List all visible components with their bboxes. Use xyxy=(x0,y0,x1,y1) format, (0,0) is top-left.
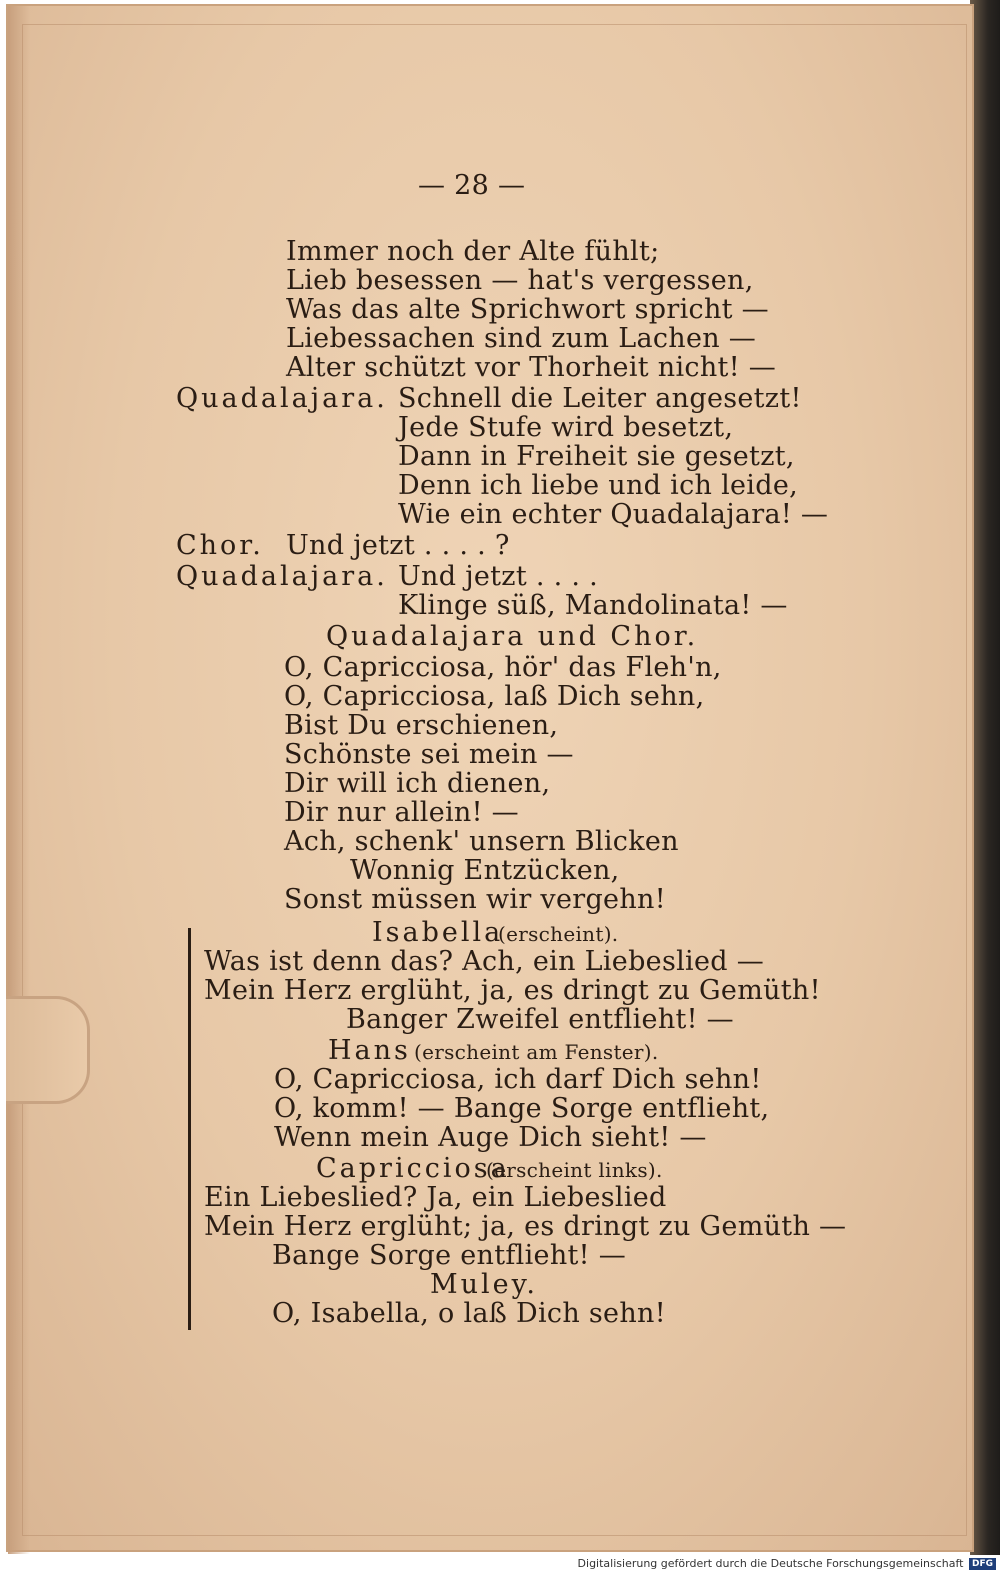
verse-line: Bist Du erschienen, xyxy=(284,710,559,741)
verse-line: O, Isabella, o laß Dich sehn! xyxy=(272,1298,666,1329)
speaker-name: Quadalajara und Chor. xyxy=(326,621,699,652)
verse-line: Schönste sei mein — xyxy=(284,739,574,770)
verse-line: O, Capricciosa, hör' das Fleh'n, xyxy=(284,652,722,683)
stage-direction: (erscheint). xyxy=(498,922,619,946)
verse-line: Ein Liebeslied? Ja, ein Liebeslied xyxy=(204,1182,667,1213)
verse-line: Bange Sorge entflieht! — xyxy=(272,1240,627,1271)
speaker-name: Chor. xyxy=(176,530,264,561)
verse-line: Wonnig Entzücken, xyxy=(350,855,620,886)
verse-line: Alter schützt vor Thorheit nicht! — xyxy=(286,352,777,383)
verse-line: O, Capricciosa, laß Dich sehn, xyxy=(284,681,705,712)
verse-line: Ach, schenk' unsern Blicken xyxy=(284,826,679,857)
verse-line: Und jetzt . . . . xyxy=(398,561,599,592)
verse-line: Dann in Freiheit sie gesetzt, xyxy=(398,441,795,472)
speaker-name: Isabella xyxy=(372,917,504,948)
verse-line: Was ist denn das? Ach, ein Liebeslied — xyxy=(204,946,765,977)
verse-line: Liebessachen sind zum Lachen — xyxy=(286,323,757,354)
verse-line: Banger Zweifel entflieht! — xyxy=(346,1004,734,1035)
book-edge xyxy=(970,0,1000,1555)
verse-line: Wenn mein Auge Dich sieht! — xyxy=(274,1122,707,1153)
verse-line: Immer noch der Alte fühlt; xyxy=(286,236,660,267)
credit-text: Digitalisierung gefördert durch die Deutsche Forschungsgemeinschaft xyxy=(577,1557,964,1570)
verse-line: Dir nur allein! — xyxy=(284,797,519,828)
verse-line: Sonst müssen wir vergehn! xyxy=(284,884,666,915)
speaker-name: Quadalajara. xyxy=(176,561,388,592)
verse-line: Was das alte Sprichwort spricht — xyxy=(286,294,769,325)
dfg-logo: DFG xyxy=(969,1558,996,1570)
verse-line: Dir will ich dienen, xyxy=(284,768,551,799)
verse-line: Lieb besessen — hat's vergessen, xyxy=(286,265,754,296)
page-number: — 28 — xyxy=(418,170,526,201)
stage-direction: (erscheint am Fenster). xyxy=(414,1040,659,1064)
verse-line: Mein Herz erglüht, ja, es dringt zu Gemüth! xyxy=(204,975,821,1006)
verse-line: O, Capricciosa, ich darf Dich sehn! xyxy=(274,1064,762,1095)
verse-line: Jede Stufe wird besetzt, xyxy=(398,412,734,443)
speaker-name: Hans xyxy=(328,1035,411,1066)
verse-line: Mein Herz erglüht; ja, es dringt zu Gemüth — xyxy=(204,1211,847,1242)
verse-line: O, komm! — Bange Sorge entflieht, xyxy=(274,1093,770,1124)
stage-direction: (erscheint links). xyxy=(486,1158,663,1182)
verse-line: Denn ich liebe und ich leide, xyxy=(398,470,798,501)
verse-line: Und jetzt . . . . ? xyxy=(286,530,510,561)
binding-clip xyxy=(6,996,90,1104)
simultaneous-bracket xyxy=(188,928,191,1330)
verse-line: Klinge süß, Mandolinata! — xyxy=(398,590,788,621)
digitization-credit xyxy=(578,1557,996,1570)
verse-line: Schnell die Leiter angesetzt! xyxy=(398,383,802,414)
speaker-name: Muley. xyxy=(430,1269,538,1300)
verse-line: Wie ein echter Quadalajara! — xyxy=(398,499,829,530)
speaker-name: Capricciosa xyxy=(316,1153,510,1184)
speaker-name: Quadalajara. xyxy=(176,383,388,414)
